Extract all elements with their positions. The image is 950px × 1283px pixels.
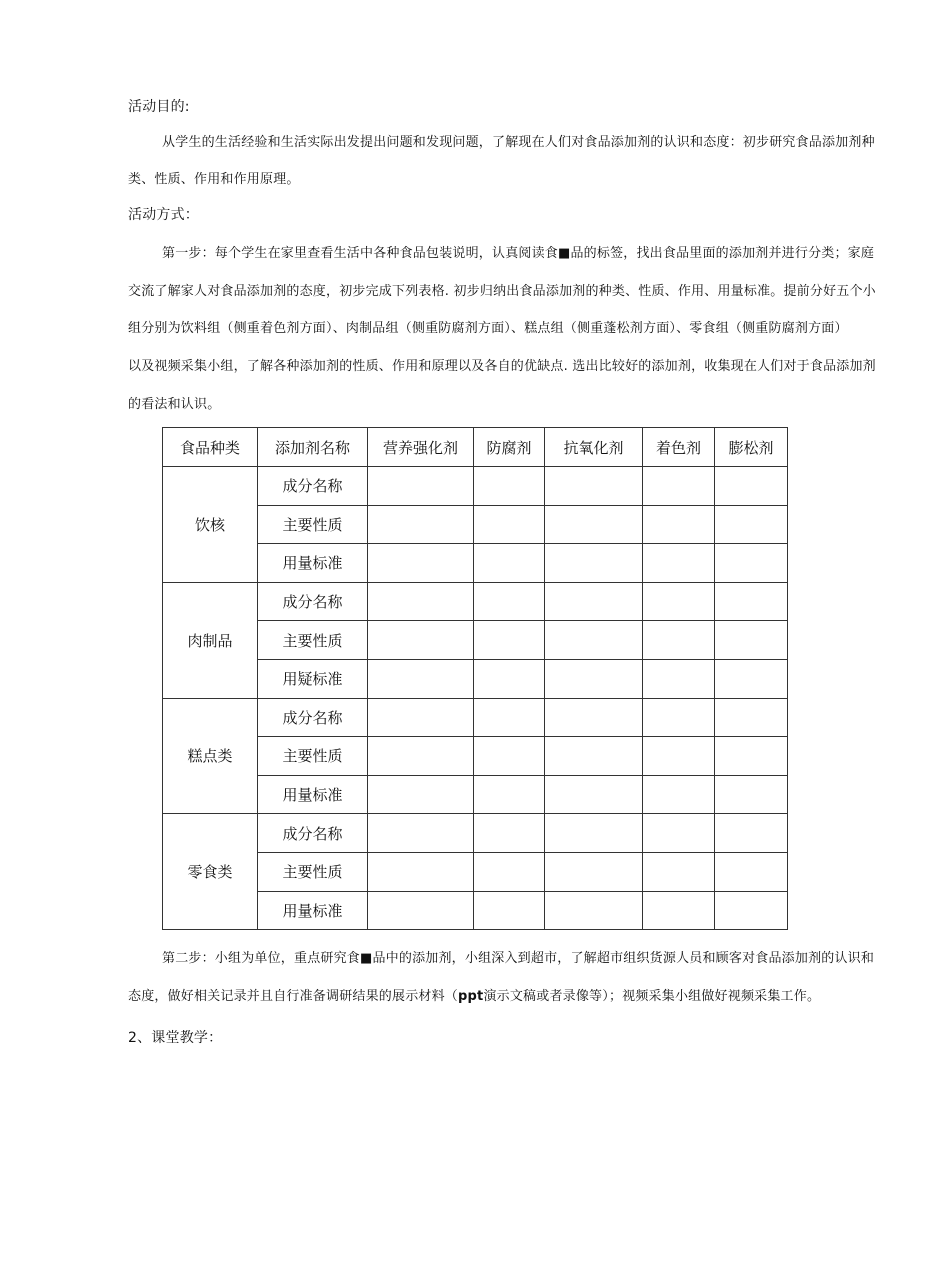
table-row	[163, 698, 788, 737]
blank-cell[interactable]	[545, 505, 643, 544]
row-label: 用疑标准	[258, 659, 368, 698]
blank-cell[interactable]	[545, 467, 643, 506]
blank-cell[interactable]	[643, 814, 715, 853]
blank-cell[interactable]	[474, 775, 545, 814]
blank-cell[interactable]	[545, 659, 643, 698]
method-heading: 活动方式：	[128, 207, 199, 223]
purpose-text-line-2: 类、性质、作用和作用原理。	[128, 172, 300, 187]
blank-cell[interactable]	[715, 467, 788, 506]
category-cell: 饮核	[163, 467, 258, 583]
blank-cell[interactable]	[368, 544, 474, 583]
blank-cell[interactable]	[643, 659, 715, 698]
blank-cell[interactable]	[545, 814, 643, 853]
row-label: 用量标准	[258, 775, 368, 814]
header-additive-name: 添加剂名称	[258, 428, 368, 467]
row-label: 用量标准	[258, 891, 368, 930]
blank-cell[interactable]	[368, 505, 474, 544]
row-label: 成分名称	[258, 814, 368, 853]
blank-cell[interactable]	[715, 582, 788, 621]
blank-cell[interactable]	[474, 544, 545, 583]
step1-line-4: 以及视频采集小组，了解各种添加剂的性质、作用和原理以及各自的优缺点. 选出比较好的添加剂，收集现在人们对于食品添加剂	[128, 359, 876, 374]
category-cell: 零食类	[163, 814, 258, 930]
blank-cell[interactable]	[545, 737, 643, 776]
header-preservative: 防腐剂	[474, 428, 545, 467]
header-food-category: 食品种类	[163, 428, 258, 467]
step1-line-5: 的看法和认识。	[128, 397, 221, 412]
row-label: 成分名称	[258, 698, 368, 737]
blank-cell[interactable]	[474, 698, 545, 737]
blank-cell[interactable]	[545, 544, 643, 583]
blank-cell[interactable]	[368, 852, 474, 891]
blank-cell[interactable]	[643, 621, 715, 660]
blank-cell[interactable]	[474, 621, 545, 660]
blank-cell[interactable]	[474, 467, 545, 506]
blank-cell[interactable]	[715, 737, 788, 776]
row-label: 主要性质	[258, 621, 368, 660]
purpose-text-line-1: 从学生的生活经验和生活实际出发提出问题和发现问题，了解现在人们对食品添加剂的认识和态度：初步研究食品添加剂种	[162, 135, 875, 150]
table-row	[163, 467, 788, 506]
blank-cell[interactable]	[715, 505, 788, 544]
row-label: 用量标准	[258, 544, 368, 583]
blank-cell[interactable]	[545, 852, 643, 891]
blank-cell[interactable]	[545, 621, 643, 660]
blank-cell[interactable]	[545, 775, 643, 814]
blank-cell[interactable]	[368, 467, 474, 506]
blank-cell[interactable]	[643, 775, 715, 814]
row-label: 主要性质	[258, 505, 368, 544]
blank-cell[interactable]	[715, 852, 788, 891]
table-row	[163, 814, 788, 853]
purpose-heading: 活动目的:	[128, 99, 190, 115]
blank-cell[interactable]	[643, 467, 715, 506]
blank-cell[interactable]	[368, 698, 474, 737]
blank-cell[interactable]	[474, 814, 545, 853]
blank-cell[interactable]	[643, 737, 715, 776]
header-antioxidant: 抗氧化剂	[545, 428, 643, 467]
table-header-row	[163, 428, 788, 467]
row-label: 成分名称	[258, 467, 368, 506]
blank-cell[interactable]	[643, 891, 715, 930]
blank-cell[interactable]	[474, 737, 545, 776]
blank-cell[interactable]	[715, 544, 788, 583]
food-additive-table	[162, 427, 788, 930]
step2-line-2-part-c: 演示文稿或者录像等）；视频采集小组做好视频采集工作。	[483, 989, 821, 1004]
blank-cell[interactable]	[643, 852, 715, 891]
step2-line-2	[128, 985, 910, 1004]
blank-cell[interactable]	[474, 891, 545, 930]
step1-line-1: 第一步：每个学生在家里查看生活中各种食品包装说明，认真阅读食■品的标签，找出食品里面的添加剂并进行分类；家庭	[162, 246, 875, 261]
blank-cell[interactable]	[715, 698, 788, 737]
header-leavening-agent: 膨松剂	[715, 428, 788, 467]
step2-ppt-label: ppt	[458, 989, 484, 1004]
step2-line-2-part-a: 态度，做好相关记录并且自行准备调研结果的展示材料（	[128, 989, 459, 1004]
step2-line-1: 第二步：小组为单位，重点研究食■品中的添加剂，小组深入到超市，了解超市组织货源人员和顾客对食品添加剂的认识和	[162, 951, 875, 966]
blank-cell[interactable]	[368, 814, 474, 853]
step1-line-2: 交流了解家人对食品添加剂的态度，初步完成下列表格. 初步归纳出食品添加剂的种类、性质、作用、用量标准。提前分好五个小	[128, 284, 876, 299]
header-nutrition-fortifier: 营养强化剂	[368, 428, 474, 467]
row-label: 主要性质	[258, 737, 368, 776]
blank-cell[interactable]	[643, 698, 715, 737]
blank-cell[interactable]	[715, 775, 788, 814]
blank-cell[interactable]	[474, 659, 545, 698]
header-colorant: 着色剂	[643, 428, 715, 467]
table-row	[163, 582, 788, 621]
category-cell: 肉制品	[163, 582, 258, 698]
blank-cell[interactable]	[545, 891, 643, 930]
blank-cell[interactable]	[474, 852, 545, 891]
blank-cell[interactable]	[368, 775, 474, 814]
blank-cell[interactable]	[643, 505, 715, 544]
blank-cell[interactable]	[715, 659, 788, 698]
row-label: 成分名称	[258, 582, 368, 621]
blank-cell[interactable]	[545, 582, 643, 621]
blank-cell[interactable]	[643, 582, 715, 621]
blank-cell[interactable]	[545, 698, 643, 737]
classroom-teaching-heading: 2、课堂教学：	[128, 1030, 223, 1046]
blank-cell[interactable]	[368, 737, 474, 776]
blank-cell[interactable]	[715, 621, 788, 660]
blank-cell[interactable]	[474, 505, 545, 544]
blank-cell[interactable]	[368, 891, 474, 930]
row-label: 主要性质	[258, 852, 368, 891]
blank-cell[interactable]	[368, 582, 474, 621]
blank-cell[interactable]	[715, 814, 788, 853]
step1-line-3: 组分别为饮料组（侧重着色剂方面）、肉制品组（侧重防腐剂方面）、糕点组（侧重蓬松剂方面）、零食组（侧重防腐剂方面）	[128, 321, 848, 336]
blank-cell[interactable]	[368, 621, 474, 660]
category-cell: 糕点类	[163, 698, 258, 814]
blank-cell[interactable]	[368, 659, 474, 698]
blank-cell[interactable]	[715, 891, 788, 930]
blank-cell[interactable]	[474, 582, 545, 621]
blank-cell[interactable]	[643, 544, 715, 583]
